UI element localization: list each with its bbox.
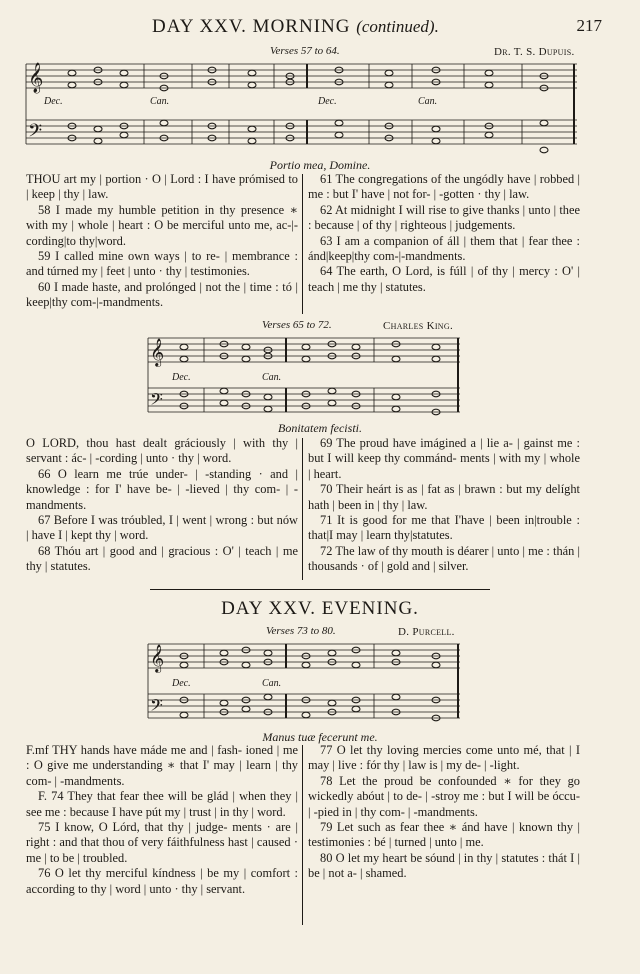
chant3-can-label: Can. bbox=[262, 678, 282, 689]
section3-left-column bbox=[26, 743, 298, 897]
verse: 76 O let thy merciful kíndness | be my | comfort : according to thy | word | unto · thy | servant. bbox=[26, 866, 298, 896]
verse: 61 The congregations of the ungódly have | robbed | me : but I' have | not for- | -gotten · thy | law. bbox=[308, 172, 580, 202]
svg-text:𝄞: 𝄞 bbox=[150, 338, 165, 366]
chant3-score bbox=[146, 638, 462, 728]
page-number: 217 bbox=[576, 16, 602, 35]
page-title-text: DAY XXV. MORNING bbox=[152, 16, 351, 37]
verse: 64 The earth, O Lord, is fúll | of thy | mercy : O' | teach | me thy | statutes. bbox=[308, 264, 580, 294]
verse: F.mf THY hands have máde me and | fash- ioned | me : O give me understanding ∗ that I' may | learn | thy com- | -mandments. bbox=[26, 743, 298, 788]
chant3-dec-label: Dec. bbox=[172, 678, 191, 689]
verse: 75 I know, O Lórd, that thy | judge- ments · are | right : and that thou of very fáithfulness hast | caused · me | to be | troubled. bbox=[26, 820, 298, 865]
svg-text:𝄢: 𝄢 bbox=[28, 121, 43, 146]
column-divider bbox=[302, 174, 303, 314]
verse: 63 I am a companion of áll | them that | fear thee : ánd|keep|thy com-|-mandments. bbox=[308, 233, 580, 264]
svg-text:𝄞: 𝄞 bbox=[28, 63, 44, 93]
svg-text:𝄢: 𝄢 bbox=[150, 389, 163, 413]
verse: 72 The law of thy mouth is déarer | unto | me : thán | thousands · of | gold and | silver. bbox=[308, 543, 580, 574]
verse: 67 Before I was tróubled, I | went | wrong : but nów | have I | kept thy | word. bbox=[26, 513, 298, 543]
chant1-composer: Dr. T. S. Dupuis. bbox=[494, 46, 575, 58]
chant2-score bbox=[146, 332, 462, 422]
chant2-composer: Charles King. bbox=[383, 320, 454, 332]
chant2-dec-label: Dec. bbox=[172, 372, 191, 383]
section3-right-column bbox=[308, 743, 580, 882]
chant1-can-label: Can. bbox=[150, 96, 170, 107]
chant2-staves bbox=[146, 332, 462, 422]
verse: THOU art my | portion · O | Lord : I have prómised to | keep | thy | law. bbox=[26, 172, 298, 202]
verse: 77 O let thy loving mercies come unto mé, that | I may | live : fór thy | law is | my de- | -light. bbox=[308, 743, 580, 773]
section2-right-column bbox=[308, 436, 580, 575]
chant1-dec-label-2: Dec. bbox=[318, 96, 337, 107]
chant1-dec-label: Dec. bbox=[44, 96, 63, 107]
svg-text:𝄞: 𝄞 bbox=[150, 644, 165, 672]
verse: 68 Thóu art | good and | gracious : O' | teach | me thy | statutes. bbox=[26, 543, 298, 574]
page-title bbox=[152, 16, 439, 38]
column-divider bbox=[302, 745, 303, 925]
chant3-composer: D. Purcell. bbox=[398, 626, 455, 638]
verse: 60 I made haste, and prolónged | not the | time : tó | keep|thy com-|-mandments. bbox=[26, 279, 298, 310]
verse: 58 I made my humble petition in thy presence ∗ with my | whole | heart : O be merciful unto me, ac-|-cording|to thy|word. bbox=[26, 202, 298, 248]
chant3-verses: Verses 73 to 80. bbox=[266, 625, 336, 637]
verse: 70 Their heárt is as | fat as | brawn : but my delíght hath | been in | thy | law. bbox=[308, 482, 580, 512]
verse: 69 The proud have imágined a | lie a- | gainst me : but I will keep thy commánd- ments | with my | whole | heart. bbox=[308, 436, 580, 481]
verse: 66 O learn me trúe under- | -standing · and | knowledge : for I' have be- | -lieved | thy com- | -mandments. bbox=[26, 466, 298, 512]
chant3-caption: Manus tuæ fecerunt me. bbox=[262, 730, 378, 744]
section1-left-column bbox=[26, 172, 298, 311]
verse: 71 It is good for me that I'have | been in|trouble : that|I may | learn thy|statutes. bbox=[308, 513, 580, 543]
section-title-evening: DAY XXV. EVENING. bbox=[221, 598, 419, 619]
page-title-continued: (continued). bbox=[356, 17, 439, 36]
verse: 59 I called mine own ways | to re- | membrance : and túrned my | feet | unto · thy | testimonies. bbox=[26, 249, 298, 279]
section1-right-column bbox=[308, 172, 580, 295]
section2-left-column bbox=[26, 436, 298, 575]
chant1-staves bbox=[24, 58, 579, 160]
verse: 62 At midnight I will rise to give thanks | unto | thee : because | of thy | righteous | judgements. bbox=[308, 202, 580, 233]
chant3-staves bbox=[146, 638, 462, 728]
chant1-caption: Portio mea, Domine. bbox=[269, 158, 371, 172]
chant2-verses: Verses 65 to 72. bbox=[262, 319, 332, 331]
verse: O LORD, thou hast dealt gráciously | with thy | servant : ác- | -cording | unto · thy | word. bbox=[26, 436, 298, 466]
chant2-can-label: Can. bbox=[262, 372, 282, 383]
page-header bbox=[0, 14, 640, 40]
verse: F. 74 They that fear thee will be glád | when they | see me : because I have pút my | trust | in thy | word. bbox=[26, 789, 298, 819]
verse: 78 Let the proud be confounded ∗ for they go wickedly abóut | to de- | -stroy me : but I will be óccu- | -pied in | thy com- | -mandments. bbox=[308, 773, 580, 819]
verse: 80 O let my heart be sóund | in thy | statutes : thát I | be | not a- | shamed. bbox=[308, 850, 580, 881]
chant1-verses: Verses 57 to 64. bbox=[270, 45, 340, 57]
chant2-caption: Bonitatem fecisti. bbox=[278, 421, 362, 435]
chant1-score bbox=[24, 58, 579, 160]
verse: 79 Let such as fear thee ∗ ánd have | known thy | testimonies : bé | turned | unto | me. bbox=[308, 820, 580, 850]
section-rule bbox=[150, 589, 490, 590]
chant1-can-label-2: Can. bbox=[418, 96, 438, 107]
column-divider bbox=[302, 438, 303, 580]
svg-text:𝄢: 𝄢 bbox=[150, 695, 163, 719]
